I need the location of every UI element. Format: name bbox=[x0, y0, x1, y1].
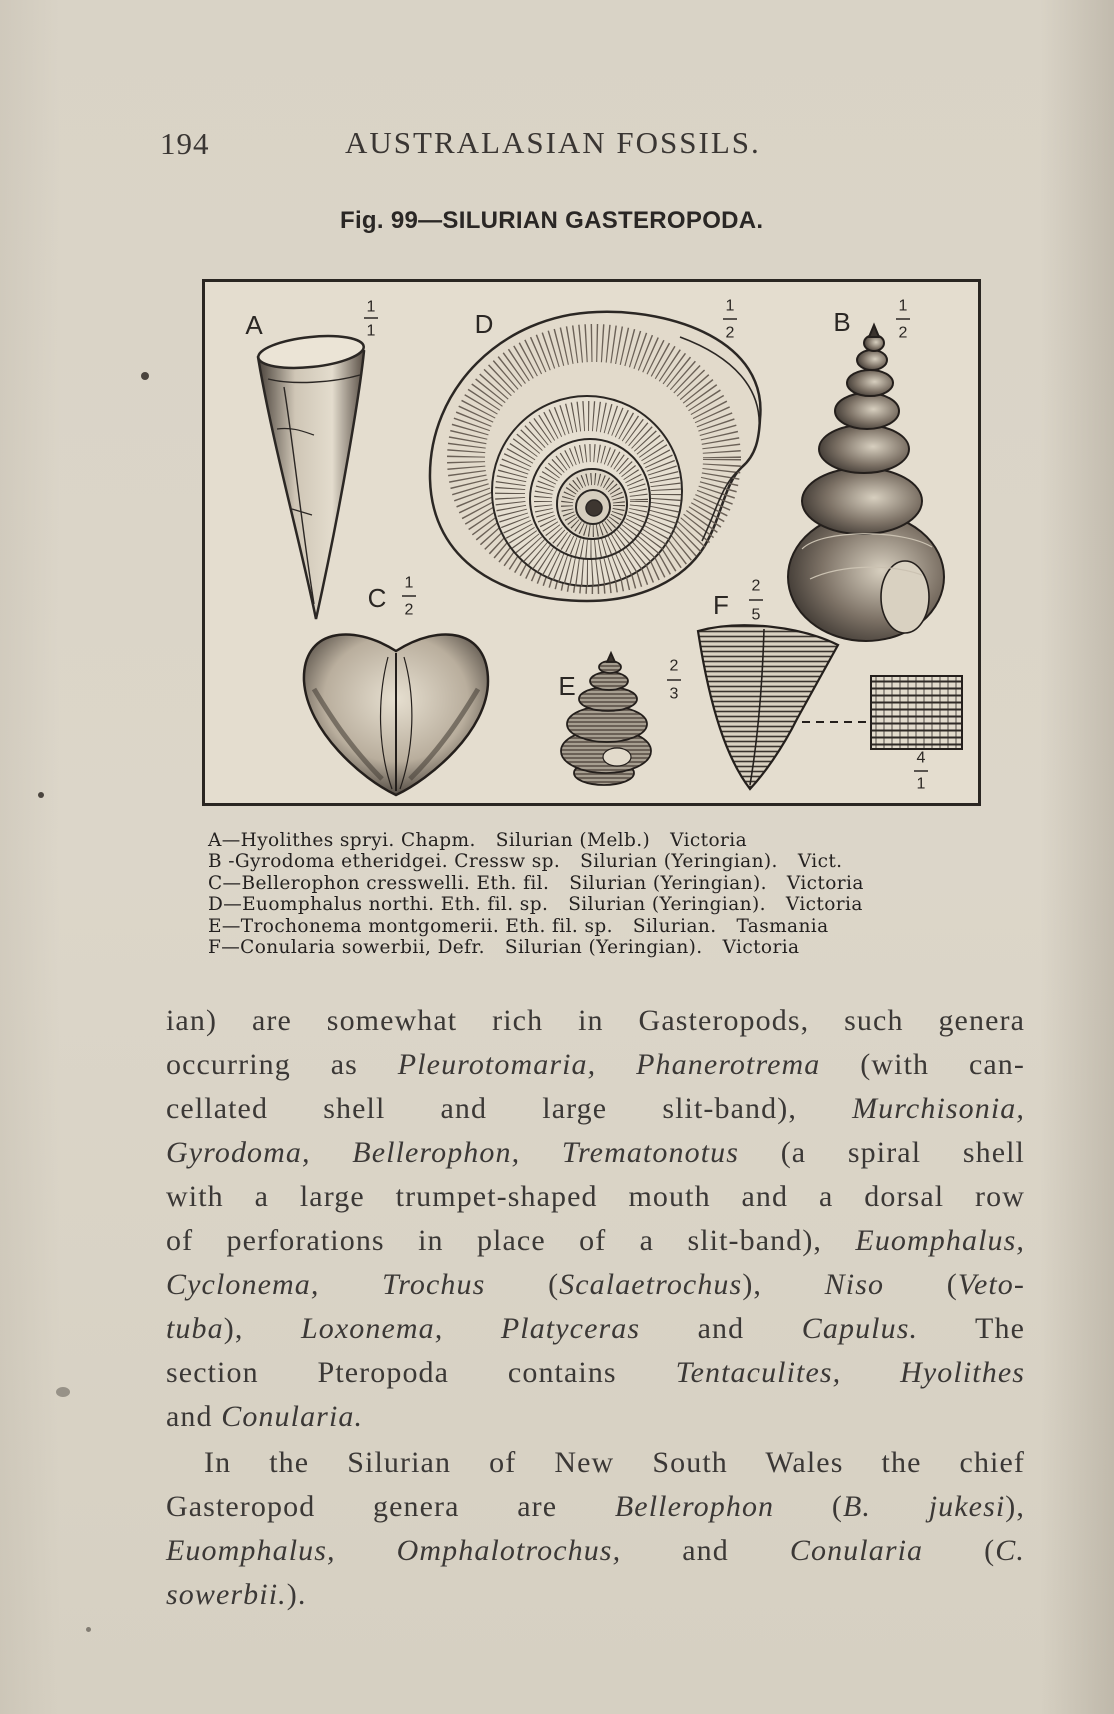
text-run: ( bbox=[774, 1490, 843, 1523]
text-run: In the Silurian of New South Wales the chief bbox=[204, 1446, 1025, 1479]
italic-genus-text: C. bbox=[995, 1534, 1025, 1567]
scale-a-numerator: 1 bbox=[366, 298, 376, 316]
italic-genus-text: Cyclonema, Trochus bbox=[166, 1268, 486, 1301]
italic-genus-text: Gyrodoma, Bellerophon, Trematonotus bbox=[166, 1136, 739, 1169]
text-line bbox=[166, 1441, 1025, 1485]
scale-detail-denominator: 1 bbox=[916, 775, 926, 793]
legend-species: B -Gyrodoma etheridgei. Cressw sp. bbox=[208, 851, 561, 873]
italic-genus-text: Capulus. bbox=[801, 1312, 919, 1345]
text-run: ( bbox=[884, 1268, 958, 1301]
text-line bbox=[166, 1263, 1025, 1307]
text-run: of perforations in place of a slit-band), bbox=[166, 1224, 856, 1257]
legend-line-b bbox=[208, 851, 1008, 872]
text-line bbox=[166, 1395, 1025, 1439]
scale-c-denominator: 2 bbox=[404, 601, 414, 619]
legend-species: D—Euomphalus northi. Eth. fil. sp. bbox=[208, 894, 549, 916]
legend-locality: Victoria bbox=[786, 872, 864, 894]
scale-d-denominator: 2 bbox=[725, 324, 735, 342]
scale-f-numerator: 2 bbox=[751, 577, 761, 595]
text-run: cellated shell and large slit-band), bbox=[166, 1092, 853, 1125]
text-run: ), bbox=[1005, 1490, 1025, 1523]
text-line bbox=[166, 1175, 1025, 1219]
scale-e-denominator: 3 bbox=[669, 685, 679, 703]
legend-species: F—Conularia sowerbii, Defr. bbox=[208, 936, 485, 958]
italic-genus-text: Tentaculites, Hyolithes bbox=[675, 1356, 1026, 1389]
legend-period: Silurian (Yeringian). bbox=[569, 872, 767, 894]
text-line bbox=[166, 1529, 1025, 1573]
text-line bbox=[166, 1219, 1025, 1263]
body-paragraph bbox=[166, 999, 1025, 1439]
text-line bbox=[166, 1131, 1025, 1175]
legend-period: Silurian (Yeringian). bbox=[580, 851, 778, 873]
figure-legend bbox=[208, 830, 1008, 958]
text-run: (a spiral shell bbox=[739, 1136, 1025, 1169]
scale-b-denominator: 2 bbox=[898, 324, 908, 342]
legend-species: E—Trochonema montgomerii. Eth. fil. sp. bbox=[208, 915, 613, 937]
text-run: ( bbox=[923, 1534, 996, 1567]
legend-period: Silurian (Yeringian). bbox=[504, 936, 703, 958]
legend-period: Silurian (Melb.) bbox=[495, 830, 651, 851]
legend-line-d bbox=[208, 894, 1008, 915]
text-run: ). bbox=[286, 1578, 307, 1611]
legend-period: Silurian (Yeringian). bbox=[568, 894, 766, 916]
label-c: C bbox=[367, 583, 387, 613]
scale-a-denominator: 1 bbox=[366, 322, 376, 340]
text-line bbox=[166, 1087, 1025, 1131]
text-run: occurring as bbox=[166, 1048, 398, 1081]
text-run: ), bbox=[742, 1268, 825, 1301]
scale-d-numerator: 1 bbox=[725, 297, 735, 315]
text-run: ( bbox=[485, 1268, 560, 1301]
italic-genus-text: B. jukesi bbox=[842, 1490, 1006, 1523]
figure-caption: Fig. 99—SILURIAN GASTEROPODA. bbox=[340, 207, 764, 234]
italic-genus-text: Pleurotomaria, Phanerotrema bbox=[397, 1048, 821, 1081]
scale-c-numerator: 1 bbox=[404, 574, 414, 592]
figure-plate bbox=[202, 279, 981, 806]
label-a: A bbox=[245, 310, 263, 340]
legend-line-f bbox=[208, 937, 1008, 958]
scale-b-numerator: 1 bbox=[898, 297, 908, 315]
conularia-surface-detail bbox=[871, 676, 962, 749]
text-run: section Pteropoda contains bbox=[166, 1356, 676, 1389]
scale-detail-numerator: 4 bbox=[916, 749, 926, 767]
legend-locality: Victoria bbox=[785, 894, 863, 916]
italic-genus-text: Conularia bbox=[789, 1534, 924, 1567]
legend-period: Silurian. bbox=[632, 915, 717, 937]
label-b: B bbox=[833, 307, 851, 337]
italic-genus-text: Conularia. bbox=[221, 1400, 364, 1433]
text-run: with a large trumpet-shaped mouth and a dorsal row bbox=[166, 1180, 1025, 1213]
italic-genus-text: sowerbii. bbox=[166, 1578, 287, 1611]
page-number: 194 bbox=[160, 126, 210, 161]
legend-locality: Tasmania bbox=[736, 915, 829, 937]
legend-species: C—Bellerophon cresswelli. Eth. fil. bbox=[208, 872, 550, 894]
text-run: ian) are somewhat rich in Gasteropods, such genera bbox=[166, 1004, 1025, 1037]
text-line bbox=[166, 999, 1025, 1043]
italic-genus-text: Euomphalus, bbox=[855, 1224, 1025, 1257]
paper-speck bbox=[56, 1387, 70, 1397]
text-run: ), bbox=[223, 1312, 301, 1345]
text-line bbox=[166, 1573, 1025, 1617]
italic-genus-text: Niso bbox=[824, 1268, 885, 1301]
text-line bbox=[166, 1351, 1025, 1395]
italic-genus-text: Loxonema, Platyceras bbox=[300, 1312, 641, 1345]
label-f: F bbox=[713, 590, 729, 620]
text-run: Gasteropod genera are bbox=[166, 1490, 615, 1523]
italic-genus-text: tuba bbox=[166, 1312, 224, 1345]
italic-genus-text: Euomphalus, Omphalotrochus, bbox=[166, 1534, 622, 1567]
text-run: (with can- bbox=[820, 1048, 1026, 1081]
running-title: AUSTRALASIAN FOSSILS. bbox=[345, 125, 761, 160]
italic-genus-text: Bellerophon bbox=[614, 1490, 775, 1523]
italic-genus-text: Scalaetrochus bbox=[559, 1268, 743, 1301]
scale-f-denominator: 5 bbox=[751, 606, 761, 624]
legend-species: A—Hyolithes spryi. Chapm. bbox=[208, 830, 476, 851]
legend-locality: Victoria bbox=[670, 830, 748, 851]
text-run: The bbox=[918, 1312, 1025, 1345]
italic-genus-text: Murchisonia, bbox=[852, 1092, 1025, 1125]
text-line bbox=[166, 1043, 1025, 1087]
figure-illustration bbox=[202, 279, 981, 806]
legend-line-e bbox=[208, 916, 1008, 937]
text-run: and bbox=[166, 1400, 222, 1433]
body-text bbox=[166, 999, 1025, 1617]
label-e: E bbox=[558, 671, 576, 701]
text-run: and bbox=[640, 1312, 802, 1345]
legend-line-c bbox=[208, 873, 1008, 894]
text-line bbox=[166, 1307, 1025, 1351]
scale-e-numerator: 2 bbox=[669, 657, 679, 675]
paper-speck bbox=[86, 1627, 91, 1632]
italic-genus-text: Veto- bbox=[957, 1268, 1025, 1301]
legend-locality: Victoria bbox=[722, 936, 800, 958]
legend-locality: Vict. bbox=[797, 851, 843, 873]
legend-line-a bbox=[208, 830, 1008, 851]
body-paragraph bbox=[166, 1441, 1025, 1617]
paper-speck bbox=[141, 372, 149, 380]
text-run: and bbox=[621, 1534, 790, 1567]
label-d: D bbox=[474, 309, 494, 339]
text-line bbox=[166, 1485, 1025, 1529]
paper-speck bbox=[38, 792, 44, 798]
